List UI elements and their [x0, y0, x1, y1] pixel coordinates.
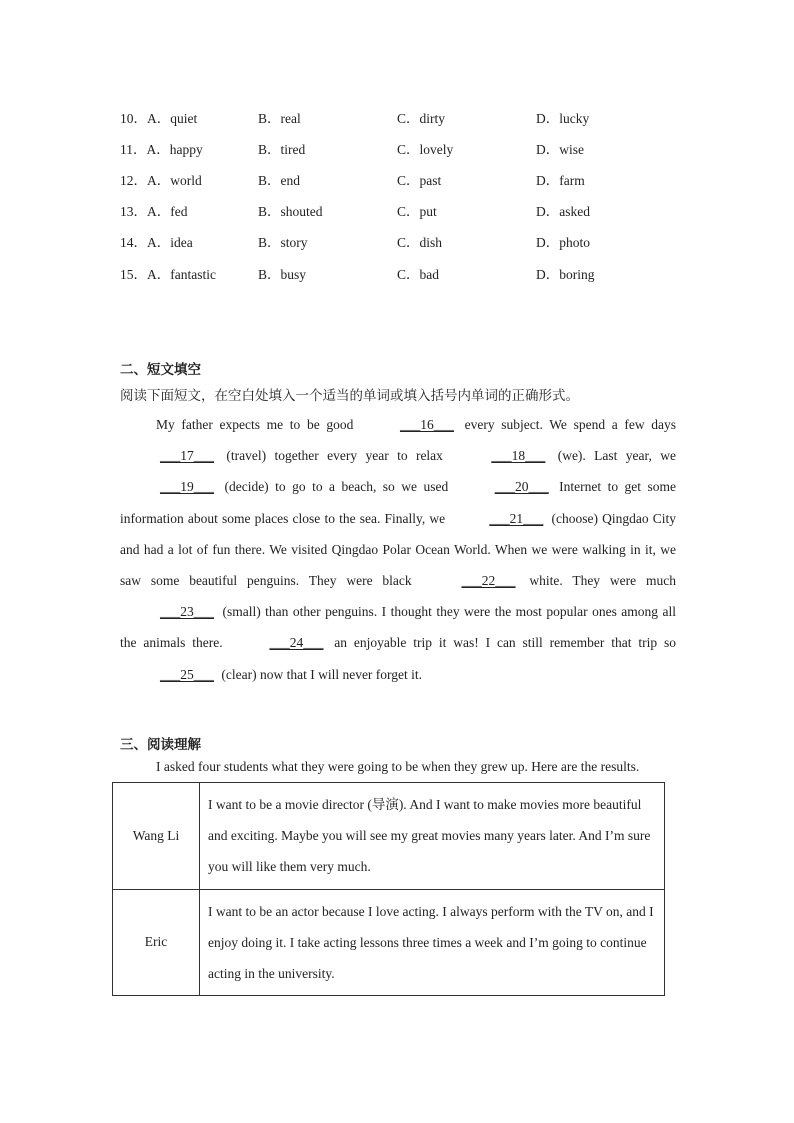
option-b: B．shouted	[258, 204, 323, 220]
passage-text: white. They were much	[519, 573, 676, 589]
blank-23[interactable]: ___23___	[160, 604, 214, 620]
question-number: 10．	[120, 110, 147, 126]
students-table	[112, 782, 665, 996]
question-number: 14．	[120, 235, 147, 251]
option-d: D．boring	[536, 266, 595, 282]
option-b: B．tired	[258, 141, 306, 157]
question-row-12	[120, 163, 656, 194]
question-row-14	[120, 226, 656, 257]
option-a	[120, 107, 258, 127]
option-d: D．lucky	[536, 110, 590, 126]
passage-text: (small) than other penguins. I thought they were the most popular ones among all the animals there.	[120, 604, 676, 651]
option-a	[120, 138, 258, 158]
section-3-intro: I asked four students what they were going to be when they grew up. Here are the results.	[156, 759, 640, 774]
option-a-text: A．quiet	[147, 110, 198, 126]
blank-21[interactable]: ___21___	[489, 510, 544, 526]
blank-18[interactable]: ___18___	[491, 448, 546, 464]
blank-24[interactable]: ___24___	[269, 635, 324, 651]
option-c: C．put	[397, 204, 437, 220]
option-a	[120, 200, 258, 220]
blank-16[interactable]: ___16___	[399, 417, 454, 432]
passage-text: (we). Last year, we	[549, 448, 676, 464]
cloze-passage	[120, 409, 676, 690]
question-row-15	[120, 257, 656, 288]
section-3-title: 三、阅读理解	[120, 737, 201, 753]
blank-17[interactable]: ___17___	[160, 448, 214, 464]
question-row-11	[120, 132, 656, 163]
option-a-text: A．world	[147, 172, 202, 188]
student-statement: I want to be an actor because I love acting. I always perform with the TV on, and I enjoy doing it. I take acting lessons three times a week and I’m going to continue acting in the university.	[200, 889, 665, 996]
student-statement: I want to be a movie director (导演). And I want to make movies more beautiful and exciting. Maybe you will see my great movies many years later. And I’m sure you will like them very much.	[200, 783, 665, 890]
option-a-text: A．fantastic	[147, 266, 216, 282]
question-number: 12．	[120, 172, 147, 188]
question-row-13	[120, 195, 656, 226]
student-name: Wang Li	[113, 783, 200, 890]
passage-text: an enjoyable trip it was! I can still remember that trip so	[327, 635, 676, 651]
question-number: 15．	[120, 266, 147, 282]
option-a	[120, 169, 258, 189]
option-d: D．farm	[536, 172, 585, 188]
blank-22[interactable]: ___22___	[461, 573, 516, 589]
option-c: C．lovely	[397, 141, 454, 157]
table-row	[113, 783, 665, 890]
blank-19[interactable]: ___19___	[160, 479, 214, 495]
passage-text: (clear) now that I will never forget it.	[218, 666, 423, 682]
option-b: B．real	[258, 110, 301, 126]
question-number: 13．	[120, 204, 147, 220]
passage-text: (choose) Qingdao City and had a lot of fun there. We visited Qingdao Polar Ocean World. When we were walking in it, we saw some beautiful penguins. They were black	[120, 510, 676, 589]
option-a-text: A．happy	[146, 141, 203, 157]
option-c: C．past	[397, 172, 442, 188]
passage-text: Internet to get some information about some places close to the sea. Finally, we	[120, 479, 677, 526]
section-2-instruction: 阅读下面短文，在空白处填入一个适当的单词或填入括号内单词的正确形式。	[120, 388, 579, 404]
option-b: B．busy	[258, 266, 307, 282]
option-d: D．wise	[536, 141, 584, 157]
passage-paragraph	[120, 409, 676, 690]
option-c: C．dirty	[397, 110, 446, 126]
option-a-text: A．idea	[147, 235, 193, 251]
section-2-title: 二、短文填空	[120, 362, 201, 378]
student-name: Eric	[113, 889, 200, 996]
option-b: B．story	[258, 235, 308, 251]
passage-text: My father expects me to be good	[156, 417, 360, 432]
option-b: B．end	[258, 172, 300, 188]
table-row	[113, 889, 665, 996]
question-number: 11．	[120, 141, 147, 157]
blank-20[interactable]: ___20___	[494, 479, 549, 495]
passage-text: (decide) to go to a beach, so we used	[218, 479, 455, 495]
options-list	[120, 101, 656, 288]
blank-25[interactable]: ___25___	[160, 666, 214, 682]
passage-text: every subject. We spend a few days	[457, 417, 676, 432]
option-d: D．photo	[536, 235, 590, 251]
option-c: C．dish	[397, 235, 443, 251]
passage-text: (travel) together every year to relax	[218, 448, 452, 464]
option-d: D．asked	[536, 204, 590, 220]
question-row-10	[120, 101, 656, 132]
option-a-text: A．fed	[147, 204, 188, 220]
option-a	[120, 231, 258, 251]
option-a	[120, 263, 258, 283]
option-c: C．bad	[397, 266, 439, 282]
